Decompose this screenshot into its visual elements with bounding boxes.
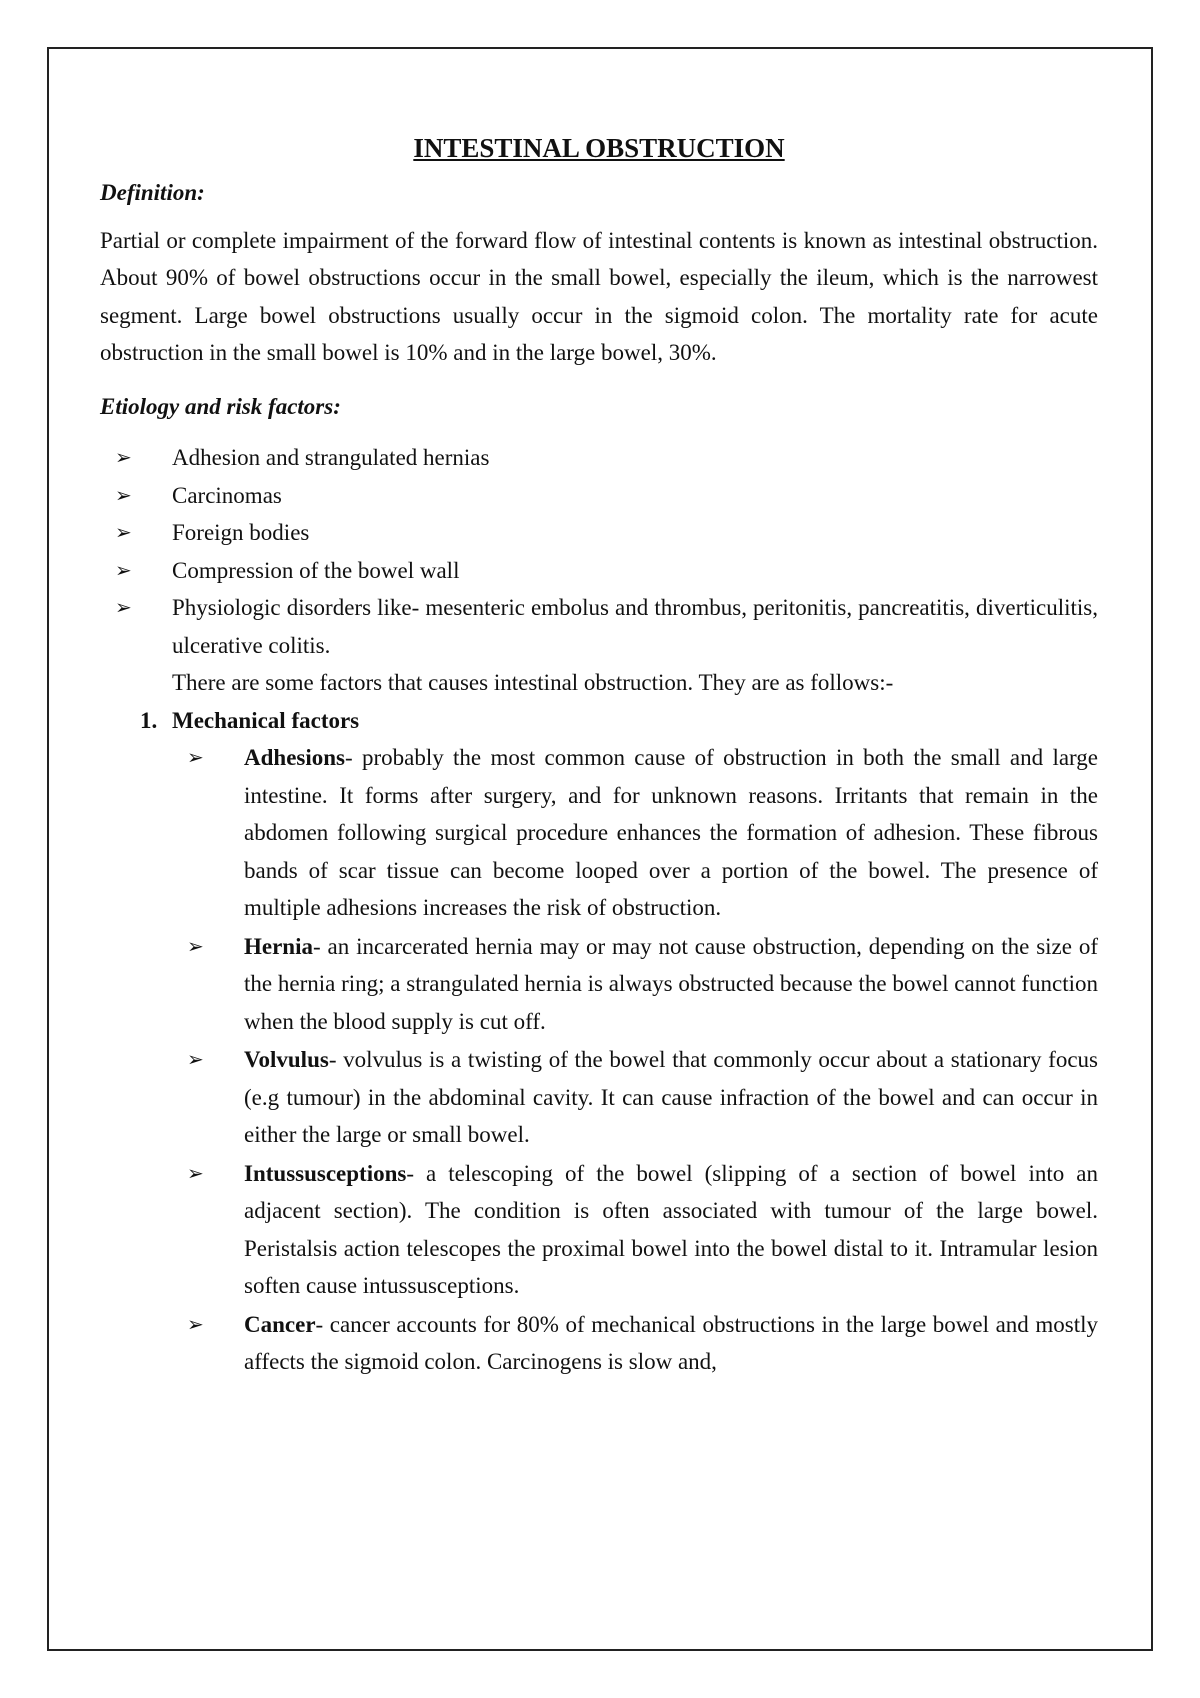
- list-item: ➢ Foreign bodies: [100, 514, 1098, 552]
- list-item: ➢ Compression of the bowel wall: [100, 552, 1098, 590]
- definition-paragraph: Partial or complete impairment of the forward flow of intestinal contents is known as intestinal obstruction. About 90% of bowel obstructions occur in the small bowel, especially the ileum, which is the narrowest segment. Large bowel obstructions usually occur in the sigmoid colon. The mortality rate for acute obstruction in the small bowel is 10% and in the large bowel, 30%.: [100, 227, 1098, 365]
- arrow-bullet-icon: ➢: [187, 745, 204, 769]
- mechanical-heading: 1. Mechanical factors: [100, 702, 1098, 740]
- term: Hernia: [244, 933, 313, 959]
- etiology-list: [100, 439, 1098, 664]
- list-item: ➢ Adhesion and strangulated hernias: [100, 439, 1098, 477]
- term: Volvulus: [244, 1047, 329, 1072]
- arrow-bullet-icon: ➢: [187, 1160, 204, 1185]
- list-number: 1.: [140, 707, 158, 733]
- etiology-heading: Etiology and risk factors:: [100, 393, 341, 419]
- list-item: ➢ Adhesions- probably the most common cause of obstruction in both the small and large intestine. It forms after surgery, and for unknown reasons. Irritants that remain in the abdomen following surgical procedure enhances the formation of adhesion. These fibrous bands of scar tissue can become looped over a portion of the bowel. The presence of multiple adhesions increases the risk of obstruction.: [172, 739, 1098, 927]
- term: Adhesions: [244, 745, 345, 770]
- mechanical-list: [100, 739, 1098, 1381]
- factors-note: There are some factors that causes intestinal obstruction. They are as follows:-: [172, 670, 894, 695]
- arrow-bullet-icon: ➢: [187, 1047, 204, 1071]
- arrow-bullet-icon: ➢: [115, 520, 132, 544]
- arrow-bullet-icon: ➢: [115, 557, 132, 582]
- term: Intussusceptions: [244, 1160, 407, 1186]
- page-title: INTESTINAL OBSTRUCTION: [413, 133, 785, 163]
- list-item: ➢ Hernia- an incarcerated hernia may or may not cause obstruction, depending on the size of the hernia ring; a strangulated hernia is always obstructed because the bowel cannot function when the blood supply is cut off.: [172, 928, 1098, 1041]
- term: Cancer: [244, 1311, 316, 1337]
- list-item: ➢ Carcinomas: [100, 477, 1098, 515]
- arrow-bullet-icon: ➢: [115, 445, 132, 469]
- arrow-bullet-icon: ➢: [187, 1311, 204, 1336]
- list-item: ➢ Physiologic disorders like- mesenteric embolus and thrombus, peritonitis, pancreatitis, diverticulitis, ulcerative colitis.: [100, 589, 1098, 664]
- list-item: ➢ Cancer- cancer accounts for 80% of mechanical obstructions in the large bowel and mostly affects the sigmoid colon. Carcinogens is slow and,: [172, 1306, 1098, 1381]
- arrow-bullet-icon: ➢: [115, 482, 132, 507]
- arrow-bullet-icon: ➢: [115, 595, 132, 619]
- definition-heading: Definition:: [100, 180, 205, 205]
- document-body: [100, 128, 1098, 1382]
- list-item: ➢ Intussusceptions- a telescoping of the bowel (slipping of a section of bowel into an adjacent section). The condition is often associated with tumour of the large bowel. Peristalsis action telescopes the proximal bowel into the bowel distal to it. Intramular lesion soften cause intussusceptions.: [172, 1155, 1098, 1305]
- arrow-bullet-icon: ➢: [187, 933, 204, 958]
- list-item: ➢ Volvulus- volvulus is a twisting of the bowel that commonly occur about a stationary focus (e.g tumour) in the abdominal cavity. It can cause infraction of the bowel and can occur in either the large or small bowel.: [172, 1041, 1098, 1154]
